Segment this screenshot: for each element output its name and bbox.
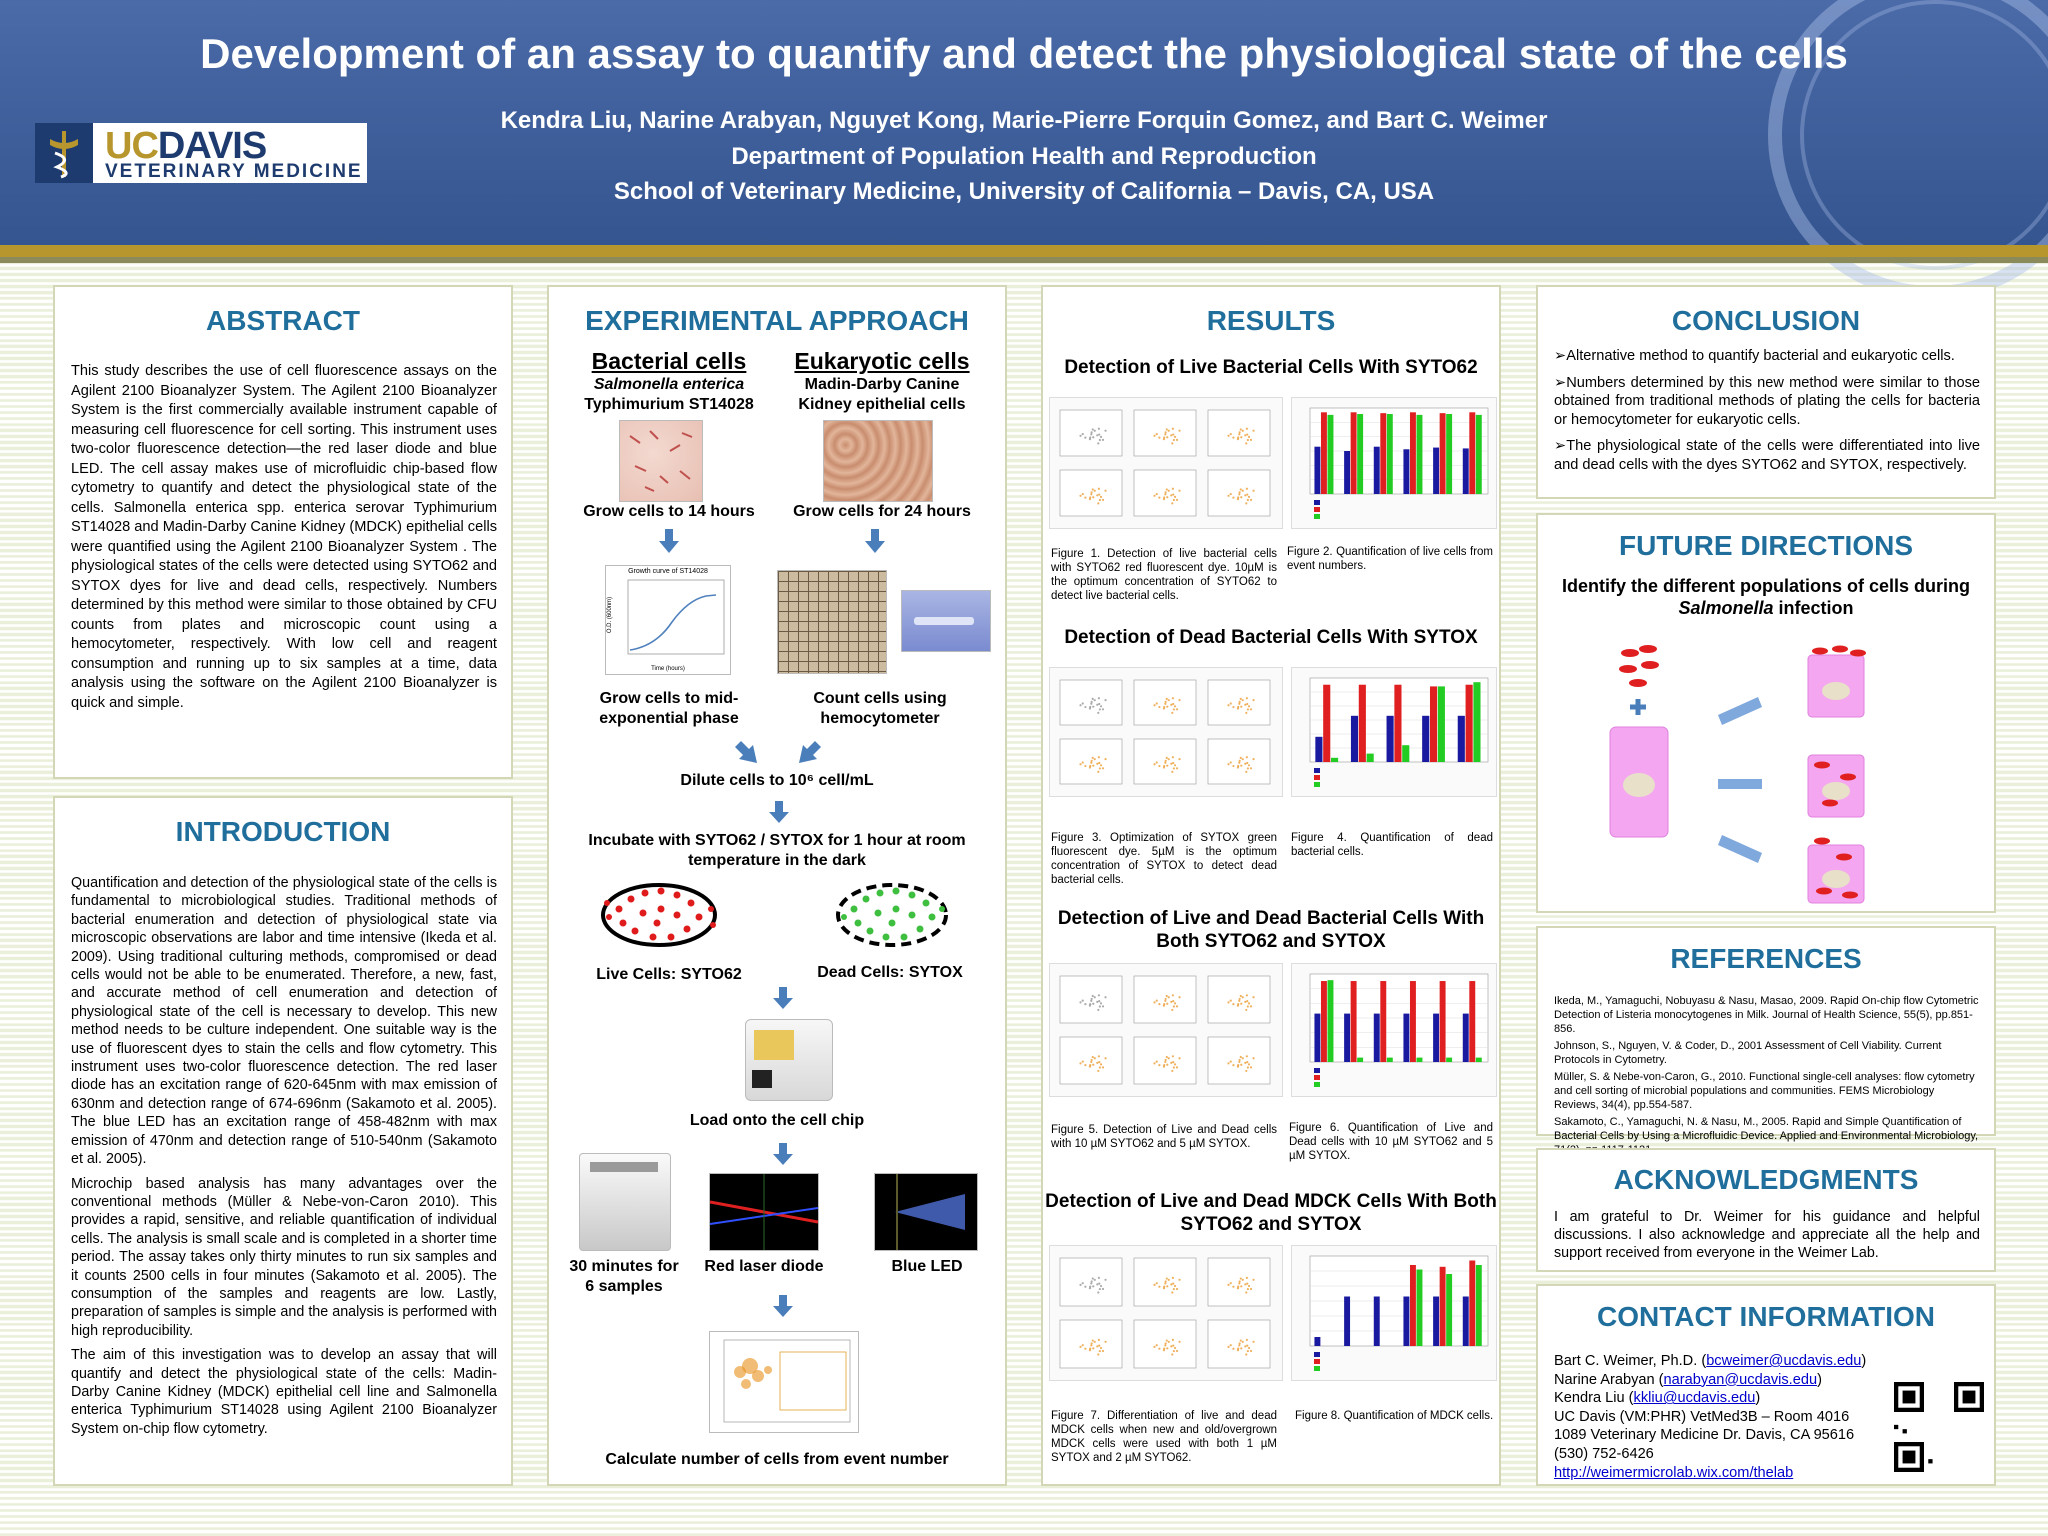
- chart-bar: [1314, 1014, 1320, 1062]
- eukaryotic-cells-title: Eukaryotic cells: [794, 348, 970, 374]
- chart-bar: [1321, 412, 1327, 494]
- introduction-panel: [53, 796, 513, 1486]
- abstract-heading: ABSTRACT: [206, 305, 360, 336]
- results-section-2: Detection of Dead Bacterial Cells With SYTOX: [1064, 627, 1478, 648]
- bacteria-micrograph: [619, 420, 703, 502]
- abstract-panel: [53, 285, 513, 779]
- chart-bar: [1403, 1297, 1409, 1347]
- references-panel: [1536, 926, 1996, 1142]
- results-heading: RESULTS: [1206, 305, 1336, 336]
- chart-bar: [1473, 682, 1480, 762]
- chart-bar: [1402, 745, 1409, 762]
- contact-liu: Kendra Liu (kkliu@ucdavis.edu): [1554, 1390, 1761, 1407]
- scatter-plot-thumbnail: [1060, 1258, 1122, 1306]
- eukaryotic-line-2: Kidney epithelial cells: [798, 396, 966, 413]
- chart-bar: [1476, 1058, 1482, 1062]
- arrow-down-icon: [865, 529, 885, 553]
- scatter-plot-thumbnail: [1208, 1037, 1270, 1084]
- contact-heading: CONTACT INFORMATION: [1596, 1301, 1936, 1332]
- arrow-down-icon: [773, 987, 793, 1009]
- chart-bar: [1438, 686, 1445, 762]
- arrow-down-icon: [773, 1295, 793, 1317]
- chart-bar: [1430, 686, 1437, 762]
- chart-legend: [1314, 1352, 1320, 1371]
- figure-6-chart: [1291, 963, 1497, 1097]
- scatter-plot-thumbnail: [1060, 410, 1122, 456]
- reference-item: Johnson, S., Nguyen, V. & Coder, D., 2001 Assessment of Cell Viability. Current Protocols in Cytometry.: [1554, 1040, 1942, 1066]
- calculate-cells: Calculate number of cells from event number: [605, 1451, 949, 1468]
- results-section-3: Detection of Live and Dead Bacterial Cells With Both SYTO62 and SYTOX: [1057, 908, 1485, 952]
- acknowledgments-text: I am grateful to Dr. Weimer for his guidance and helpful discussions. I also acknowledge and appreciate all the help and support received from everyone in the Weimer Lab.: [1554, 1209, 1980, 1261]
- blue-led-image: [874, 1173, 978, 1251]
- figure-7-plots: [1049, 1245, 1283, 1381]
- chart-bar: [1321, 981, 1327, 1062]
- contact-arabyan: Narine Arabyan (narabyan@ucdavis.edu): [1554, 1371, 1822, 1388]
- scatter-plot-thumbnail: [1060, 739, 1122, 784]
- results-section-1: Detection of Live Bacterial Cells With SYTO62: [1064, 357, 1478, 378]
- chart-bar: [1446, 1274, 1452, 1346]
- chart-bar: [1315, 737, 1322, 762]
- red-laser-label: Red laser diode: [704, 1258, 824, 1275]
- reference-item: Müller, S. & Nebe-von-Caron, G., 2010. Functional single-cell analyses: flow cytometry and cell sorting of microbial populations and communities. FEMS Microbiology Reviews, 34(4), pp.554-587.: [1554, 1071, 1975, 1111]
- figure-1-caption: Figure 1. Detection of live bacterial cells with SYTO62 red fluorescent dye. 10µM is the optimum concentration of SYTO62 to detect live bacterial cells.: [1051, 548, 1277, 602]
- chart-bar: [1410, 412, 1416, 494]
- arrow-down-left-icon: [799, 741, 821, 763]
- results-section-4: Detection of Live and Dead MDCK Cells With Both SYTO62 and SYTOX: [1045, 1191, 1497, 1235]
- chart-bar: [1328, 415, 1334, 494]
- conclusion-panel: [1536, 285, 1996, 499]
- scatter-plot-thumbnail: [1208, 410, 1270, 456]
- arrow-down-icon: [769, 801, 789, 823]
- chart-bar: [1357, 414, 1363, 494]
- scatter-plot-thumbnail: [1134, 680, 1196, 725]
- figure-3-plots: [1049, 667, 1283, 797]
- red-laser-image: [709, 1173, 819, 1251]
- chart-bar: [1351, 981, 1357, 1062]
- reference-item: Sakamoto, C., Yamaguchi, N. & Nasu, M., 2005. Rapid and Simple Quantification of Bacterial Cells by Using a Microfluidic Device. Applied and Environmental Microbiology,: [1554, 1116, 1979, 1142]
- conclusion-item: ➢Numbers determined by this new method were similar to those obtained from traditional methods of plating the cells for bacteria or hemocytometer for eukaryotic cells.: [1554, 374, 1980, 428]
- chart-legend: [1314, 1068, 1320, 1087]
- figure-1-plots: [1049, 397, 1283, 529]
- approach-panel: [547, 285, 1007, 1486]
- chart-bar: [1466, 685, 1473, 762]
- grow-24-hours: Grow cells for 24 hours: [793, 503, 971, 520]
- caduceus-icon: [35, 123, 93, 183]
- chart-bar: [1463, 1297, 1469, 1347]
- chart-bar: [1410, 981, 1416, 1062]
- future-panel: [1536, 513, 1996, 913]
- chart-bar: [1314, 447, 1320, 494]
- eukaryotic-line-1: Madin-Darby Canine: [804, 376, 960, 393]
- chart-bar: [1344, 451, 1350, 494]
- chart-bar: [1476, 415, 1482, 494]
- chart-bar: [1351, 412, 1357, 494]
- thirty-minutes: 30 minutes for 6 samples: [569, 1258, 679, 1295]
- chart-bar: [1374, 447, 1380, 494]
- department: Department of Population Health and Reproduction: [731, 143, 1317, 170]
- mdck-micrograph: [823, 420, 933, 502]
- chart-bar: [1417, 1058, 1423, 1062]
- conclusion-item: ➢The physiological state of the cells were differentiated into live and dead cells with the dyes SYTO62 and SYTOX, respectively.: [1554, 438, 1980, 473]
- chart-bar: [1410, 1265, 1416, 1346]
- lab-website-link[interactable]: http://weimermicrolab.wix.com/thelab: [1554, 1464, 1794, 1481]
- dead-cells-label: Dead Cells: SYTOX: [817, 964, 963, 981]
- chart-bar: [1422, 716, 1429, 762]
- arrow-down-right-icon: [735, 741, 757, 763]
- chart-bar: [1328, 980, 1334, 1062]
- poster-title: Development of an assay to quantify and detect the physiological state of the cells: [200, 30, 1848, 77]
- acknowledgments-heading: ACKNOWLEDGMENTS: [1613, 1164, 1919, 1195]
- chart-bar: [1463, 1014, 1469, 1062]
- chart-bar: [1351, 716, 1358, 762]
- bacterial-species: Salmonella enterica: [593, 376, 745, 393]
- figure-8-caption: Figure 8. Quantification of MDCK cells.: [1295, 1410, 1494, 1422]
- growth-curve-chart: Growth curve of ST14028 Time (hours) O.D. (600nm): [605, 565, 731, 675]
- figure-4-chart: [1291, 667, 1497, 797]
- chart-bar: [1387, 1058, 1393, 1062]
- live-cells-diagram: [599, 879, 719, 951]
- chart-bar: [1440, 1267, 1446, 1346]
- olive-stripe: [0, 257, 2048, 263]
- infection-diagram: [1608, 635, 1938, 905]
- chart-bar: [1433, 1014, 1439, 1062]
- hemocytometer-grid: [777, 570, 887, 674]
- gold-stripe: [0, 245, 2048, 257]
- chart-bar: [1469, 412, 1475, 494]
- scatter-plot-thumbnail: [1060, 1037, 1122, 1084]
- scatter-plot-thumbnail: [1060, 976, 1122, 1023]
- bacterial-cells-title: Bacterial cells: [591, 348, 747, 374]
- figure-2-caption: Figure 2. Quantification of live cells from event numbers.: [1287, 546, 1493, 572]
- chart-bar: [1367, 754, 1374, 762]
- live-cells-label: Live Cells: SYTO62: [596, 966, 742, 983]
- conclusion-item: ➢Alternative method to quantify bacterial and eukaryotic cells.: [1554, 348, 1955, 364]
- chart-bar: [1357, 1058, 1363, 1062]
- chart-bar: [1463, 448, 1469, 494]
- scatter-plot-thumbnail: [1208, 680, 1270, 725]
- chart-bar: [1359, 685, 1366, 762]
- results-panel: [1041, 285, 1501, 1486]
- chart-bar: [1380, 981, 1386, 1062]
- chart-bar: [1433, 1297, 1439, 1347]
- chart-bar: [1344, 1014, 1350, 1062]
- reference-item: Ikeda, M., Yamaguchi, Nobuyasu & Nasu, Masao, 2009. Rapid On-chip flow Cytometric Detection of Listeria monocytogenes in Milk. Journal of Health Science, 55(5), pp.851-856.: [1554, 995, 1979, 1035]
- dead-cells-diagram: [834, 879, 950, 951]
- scatter-plot-thumbnail: [1134, 470, 1196, 516]
- qr-code-icon[interactable]: [1894, 1382, 1984, 1472]
- scatter-plot-thumbnail: [1208, 470, 1270, 516]
- scatter-plot-thumbnail: [1134, 739, 1196, 784]
- future-text: Identify the different populations of cells during Salmonella infection: [1561, 576, 1970, 618]
- chart-bar: [1469, 981, 1475, 1062]
- grow-14-hours: Grow cells to 14 hours: [583, 503, 755, 520]
- scatter-plot-thumbnail: [1208, 739, 1270, 784]
- figure-4-caption: Figure 4. Quantification of dead bacterial cells.: [1291, 832, 1493, 858]
- contact-address-1: UC Davis (VM:PHR) VetMed3B – Room 4016: [1554, 1408, 1850, 1425]
- figure-3-caption: Figure 3. Optimization of SYTOX green fluorescent dye. 5µM is the optimum concentration of SYTOX to detect dead bacterial cells.: [1051, 832, 1277, 886]
- figure-6-caption: Figure 6. Quantification of Live and Dead cells with 10 µM SYTO62 and 5 µM SYTOX.: [1289, 1122, 1493, 1162]
- bioanalyzer-instrument: [579, 1153, 671, 1251]
- chart-bar: [1331, 758, 1338, 762]
- load-chip: Load onto the cell chip: [689, 1112, 865, 1129]
- school: School of Veterinary Medicine, University of California – Davis, CA, USA: [613, 178, 1435, 205]
- conclusion-heading: CONCLUSION: [1671, 305, 1861, 336]
- authors: Kendra Liu, Narine Arabyan, Nguyet Kong, Marie-Pierre Forquin Gomez, and Bart C. Weimer: [500, 107, 1548, 134]
- introduction-heading: INTRODUCTION: [175, 816, 391, 847]
- chart-bar: [1344, 1297, 1350, 1347]
- chart-bar: [1458, 716, 1465, 762]
- email-link-arabyan[interactable]: narabyan@ucdavis.edu: [1663, 1371, 1818, 1388]
- future-heading: FUTURE DIRECTIONS: [1619, 530, 1913, 561]
- count-hemocytometer: Count cells using hemocytometer: [813, 690, 947, 727]
- incubate-step: Incubate with SYTO62 / SYTOX for 1 hour at room temperature in the dark: [588, 832, 966, 869]
- mid-exponential: Grow cells to mid-exponential phase: [599, 690, 739, 727]
- chart-bar: [1380, 413, 1386, 494]
- contact-panel: [1536, 1284, 1996, 1486]
- figure-5-plots: [1049, 963, 1283, 1097]
- email-link-weimer[interactable]: bcweimer@ucdavis.edu: [1706, 1353, 1862, 1369]
- chart-bar: [1433, 448, 1439, 494]
- chart-legend: [1314, 500, 1320, 519]
- chart-bar: [1469, 1261, 1475, 1347]
- dilute-cells: Dilute cells to 10⁶ cell/mL: [680, 772, 874, 789]
- chart-bar: [1403, 1014, 1409, 1062]
- scatter-plot-thumbnail: [1208, 1320, 1270, 1368]
- contact-address-2: 1089 Veterinary Medicine Dr. Davis, CA 95616: [1554, 1427, 1855, 1444]
- event-dot-plot: [709, 1331, 859, 1433]
- chart-bar: [1394, 685, 1401, 762]
- chart-bar: [1323, 685, 1330, 762]
- acknowledgments-panel: [1536, 1148, 1996, 1272]
- contact-weimer: Bart C. Weimer, Ph.D. (bcweimer@ucdavis.edu): [1554, 1353, 1867, 1369]
- chart-legend: [1314, 768, 1320, 787]
- chart-bar: [1476, 1265, 1482, 1346]
- figure-8-chart: [1291, 1245, 1497, 1381]
- chart-bar: [1417, 415, 1423, 494]
- chart-bar: [1440, 413, 1446, 494]
- scatter-plot-thumbnail: [1060, 1320, 1122, 1368]
- chart-bar: [1403, 449, 1409, 494]
- chart-bar: [1446, 414, 1452, 494]
- chart-bar: [1374, 1297, 1380, 1347]
- blue-led-label: Blue LED: [891, 1258, 963, 1275]
- chart-bar: [1374, 1014, 1380, 1062]
- figure-7-caption: Figure 7. Differentiation of live and dead MDCK cells when new and old/overgrown MDCK cells were used with both 1 µM SYTOX and 2 µM SYTO62.: [1051, 1410, 1277, 1464]
- chart-bar: [1387, 414, 1393, 494]
- intro-paragraph-3: The aim of this investigation was to develop an assay that will quantify and detect the physiological state of the cells: Madin-Darby Canine Kidney (MDCK) epithelial cell line and Salmonella enterica Typhimurium ST14028 using Agilent 2100 Bioanalyzer System on-chip flow cytometry.: [71, 1347, 497, 1437]
- scatter-plot-thumbnail: [1060, 680, 1122, 725]
- chart-bar: [1417, 1270, 1423, 1347]
- figure-2-chart: [1291, 397, 1497, 529]
- approach-heading: EXPERIMENTAL APPROACH: [585, 305, 969, 336]
- scatter-plot-thumbnail: [1208, 1258, 1270, 1306]
- scatter-plot-thumbnail: [1134, 1258, 1196, 1306]
- hemocytometer-slide: [901, 590, 991, 652]
- intro-paragraph-1: Quantification and detection of the physiological state of the cells is fundamental to microbiological studies. Traditional methods of bacterial enumeration and detection of physiological state via microscopic observations are labor and time intensive (Ikeda et al. 2009). Using traditional culturing methods, compromised or dead cells would not be able to be enumerated. Therefore, a new, fast, and accurate method of cell enumeration and detection of physiological state of the cell is necessary to develop. This new method needs to be culture independent. One suitable way is the use of fluorescent dyes to stain the cells and flow cytometry. This instrument uses two-color fluorescence detection. The red laser diode has an excitation range of 620-645nm with max emission of 630nm and detection range of 674-696nm (Sakamoto et al. 2005). The blue LED has an excitation range of 458-482nm with max emission of 470nm and detection range of 510-540nm (Sakamoto et al. 2005).: [71, 875, 497, 1168]
- scatter-plot-thumbnail: [1060, 470, 1122, 516]
- figure-5-caption: Figure 5. Detection of Live and Dead cells with 10 µM SYTO62 and 5 µM SYTOX.: [1051, 1124, 1277, 1150]
- cell-chip-image: [745, 1019, 833, 1101]
- chart-bar: [1440, 981, 1446, 1062]
- scatter-plot-thumbnail: [1134, 1320, 1196, 1368]
- references-heading: REFERENCES: [1670, 943, 1862, 974]
- chart-bar: [1387, 716, 1394, 762]
- scatter-plot-thumbnail: [1134, 976, 1196, 1023]
- chart-bar: [1446, 1058, 1452, 1062]
- bacterial-strain: Typhimurium ST14028: [584, 396, 754, 413]
- arrow-down-icon: [773, 1143, 793, 1165]
- scatter-plot-thumbnail: [1134, 410, 1196, 456]
- ucdavis-logo: UCDAVIS VETERINARY MEDICINE: [35, 123, 367, 183]
- contact-phone: (530) 752-6426: [1554, 1445, 1654, 1462]
- abstract-text: This study describes the use of cell fluorescence assays on the Agilent 2100 Bioanalyzer System. The Agilent 2100 Bioanalyzer System is the first commercially available instrument capable of measuring cell fluorescence for cell sorting. This instrument uses two-color fluorescence detection—the red laser diode and blue LED. The cell assay makes use of microfluidic chip-based flow cytometry to quantify and detect the physiological state of the cells. Salmonella enterica spp. enterica serovar Typhimurium ST14028 and Madin-Darby Canine Kidney (MDCK) epithelial cells were quantified using the Agilent 2100 Bioanalyzer System . The physiological states of the cells were detected using SYTO62 and SYTOX dyes for live and dead cells, respectively. Numbers determined by this method were similar to those obtained by CFU counts from plates and microscopic count using a hemocytometer, respectively. With low cell and reagent consumption and running up to six samples at a time, data analysis using the software on the Agilent 2100 Bioanalyzer is quick and simple.: [71, 363, 497, 711]
- scatter-plot-thumbnail: [1208, 976, 1270, 1023]
- intro-paragraph-2: Microchip based analysis has many advantages over the conventional methods (Müller & Nebe-von-Caron 2010). This provides a rapid, sensitive, and reliable quantification of individual cells. The analysis is small scale and is completed in a shorter time period. The assay takes only thirty minutes to run six samples and it counts 2500 cells in four minutes (Sakamoto et al. 2005). The consumption of the samples and reagents are low. Lastly, preparation of samples is simple and the analysis is performed with high reproducibility.: [71, 1175, 497, 1339]
- arrow-down-icon: [659, 529, 679, 553]
- chart-bar: [1314, 1337, 1320, 1346]
- scatter-plot-thumbnail: [1134, 1037, 1196, 1084]
- email-link-liu[interactable]: kkliu@ucdavis.edu: [1633, 1390, 1756, 1407]
